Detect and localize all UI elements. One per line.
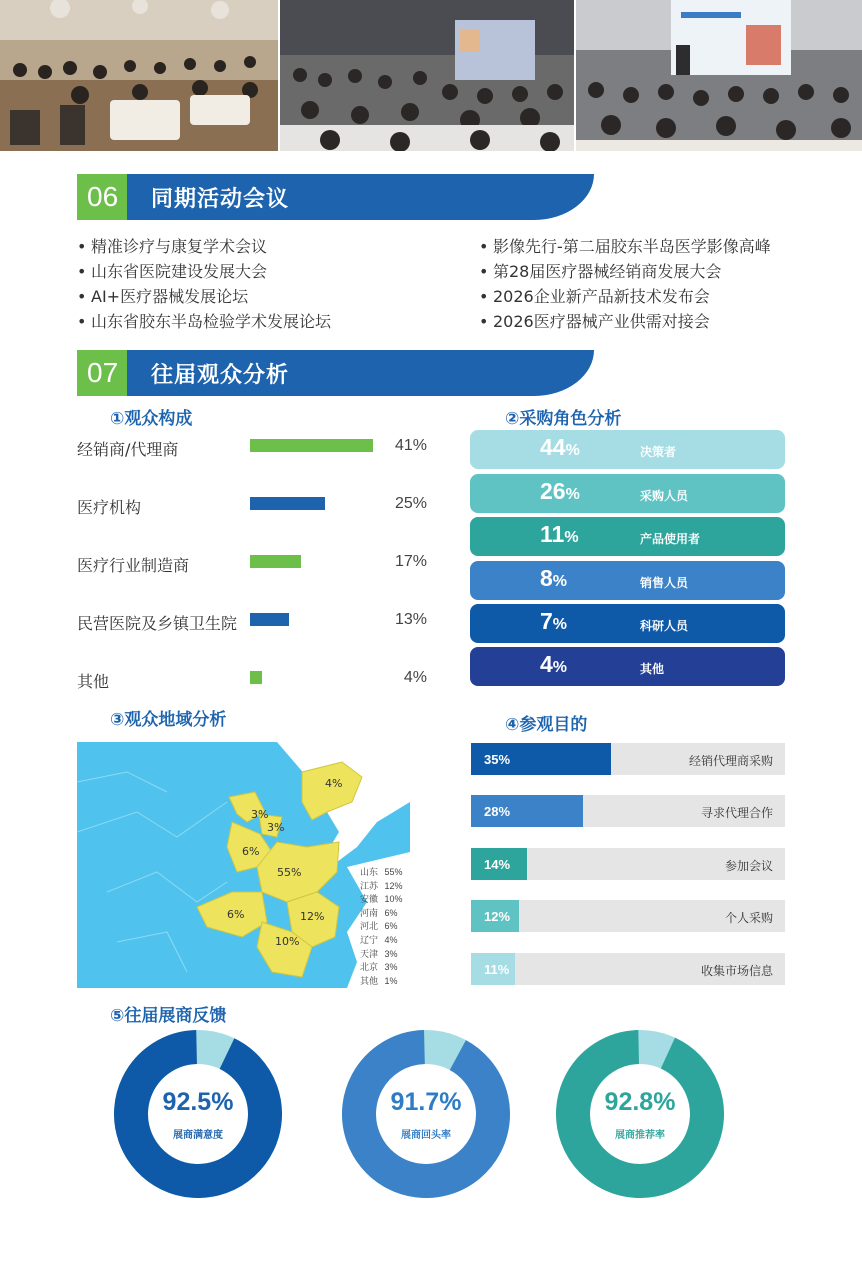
legend-row (360, 907, 403, 921)
role-number: 11 (540, 521, 565, 547)
role-unit: % (564, 529, 579, 546)
donut-value: 91.7% (390, 1088, 462, 1116)
composition-pct: 13% (394, 611, 427, 628)
list-item (479, 259, 721, 282)
feedback-subtitle: ⑤往届展商反馈 (110, 1006, 227, 1026)
legend-row (360, 975, 403, 989)
purpose-pct: 14% (484, 857, 511, 872)
role-unit: % (565, 486, 580, 503)
legend-name: 江苏 (360, 880, 379, 891)
legend-row (360, 934, 403, 948)
legend-name: 山东 (360, 867, 379, 877)
composition-bar (250, 439, 373, 452)
legend-row (360, 880, 403, 894)
event-label: 2026企业新产品新技术发布会 (493, 287, 710, 306)
bullet: • (479, 237, 489, 256)
map-label-henan: 6% (227, 908, 245, 921)
map-label-tianjin: 3% (267, 821, 285, 834)
purpose-row (471, 900, 785, 932)
legend-pct: 12% (384, 880, 403, 891)
purpose-row (471, 743, 785, 775)
bullet: • (479, 262, 489, 281)
legend-name: 天津 (360, 948, 379, 959)
role-number: 8 (540, 565, 553, 591)
composition-label: 医疗行业制造商 (77, 556, 190, 575)
role-name: 销售人员 (640, 576, 689, 590)
conference-photo-3 (576, 0, 862, 151)
legend-pct: 10% (384, 894, 403, 905)
section-06-header (77, 174, 594, 220)
roles-subtitle: ②采购角色分析 (505, 409, 622, 429)
list-item (77, 234, 267, 257)
map-label-hebei: 6% (242, 845, 260, 858)
legend-name: 其他 (360, 975, 379, 986)
role-number: 44 (540, 434, 566, 460)
event-label: AI+医疗器械发展论坛 (91, 287, 249, 306)
donut-return-rate (342, 1030, 510, 1198)
role-card (470, 517, 785, 556)
purpose-pct: 12% (484, 909, 511, 924)
composition-label: 医疗机构 (77, 498, 142, 517)
composition-pct: 17% (394, 553, 427, 570)
event-label: 山东省胶东半岛检验学术发展论坛 (91, 312, 332, 331)
legend-pct: 1% (384, 975, 398, 986)
map-label-jiangsu: 12% (300, 910, 325, 923)
composition-pct: 4% (403, 669, 427, 686)
legend-pct: 4% (384, 934, 398, 945)
conference-photo-1 (0, 0, 278, 151)
role-unit: % (552, 573, 568, 590)
donut-recommend-rate (556, 1030, 724, 1198)
legend-pct: 55% (384, 867, 403, 877)
list-item (479, 309, 710, 332)
legend-pct: 3% (384, 948, 398, 959)
map-label-liaoning: 4% (325, 777, 343, 790)
purpose-pct: 28% (484, 804, 511, 819)
role-number: 4 (540, 651, 553, 677)
role-card (470, 604, 785, 643)
role-pct (540, 521, 579, 548)
legend-row (360, 866, 403, 880)
purpose-pct: 35% (484, 752, 511, 767)
list-item (479, 284, 710, 307)
role-number: 7 (540, 608, 553, 634)
role-pct (540, 608, 567, 635)
donut-caption: 展商满意度 (173, 1130, 223, 1141)
region-legend (360, 866, 403, 988)
event-label: 精准诊疗与康复学术会议 (91, 237, 268, 256)
donut-value: 92.5% (162, 1088, 234, 1116)
role-card (470, 430, 785, 469)
composition-label: 其他 (77, 672, 110, 691)
bullet: • (77, 287, 87, 306)
role-name: 其他 (640, 662, 665, 676)
legend-row (360, 893, 403, 907)
purpose-row (471, 953, 785, 985)
legend-name: 河南 (360, 907, 379, 918)
role-pct (540, 434, 580, 461)
map-label-shandong: 55% (277, 866, 302, 879)
purpose-label: 参加会议 (724, 859, 773, 873)
list-item (77, 309, 331, 332)
donut-value: 92.8% (604, 1088, 676, 1116)
section-07-header (77, 350, 594, 396)
composition-bar (250, 671, 262, 684)
role-card (470, 474, 785, 513)
section-07-number: 07 (77, 350, 139, 396)
composition-label: 经销商/代理商 (77, 440, 179, 459)
role-name: 决策者 (640, 445, 677, 459)
purpose-pct: 11% (484, 962, 510, 977)
role-unit: % (552, 659, 568, 676)
legend-name: 辽宁 (360, 934, 379, 945)
role-card (470, 561, 785, 600)
map-label-anhui: 10% (275, 935, 300, 948)
legend-pct: 6% (384, 907, 398, 918)
role-name: 产品使用者 (640, 532, 701, 546)
purpose-row (471, 795, 785, 827)
purpose-label: 收集市场信息 (700, 964, 773, 978)
purpose-row (471, 848, 785, 880)
bullet: • (479, 312, 489, 331)
conference-photo-2 (280, 0, 574, 151)
bullet: • (77, 262, 87, 281)
list-item (77, 259, 267, 282)
legend-pct: 3% (384, 962, 398, 973)
role-card (470, 647, 785, 686)
composition-bar (250, 497, 325, 510)
legend-name: 河北 (360, 921, 379, 932)
map-label-beijing: 3% (251, 808, 269, 821)
role-unit: % (552, 616, 568, 633)
event-label: 2026医疗器械产业供需对接会 (493, 312, 710, 331)
region-subtitle: ③观众地域分析 (110, 710, 227, 730)
event-label: 山东省医院建设发展大会 (91, 262, 268, 281)
role-number: 26 (540, 478, 566, 504)
legend-row (360, 948, 403, 962)
role-name: 科研人员 (640, 619, 689, 633)
bullet: • (77, 312, 87, 331)
legend-name: 安徽 (360, 894, 379, 905)
role-pct (540, 565, 567, 592)
list-item (479, 234, 771, 257)
donut-caption: 展商推荐率 (615, 1130, 665, 1141)
purpose-label: 个人采购 (724, 911, 773, 925)
donut-satisfaction (114, 1030, 282, 1198)
list-item (77, 284, 248, 307)
section-06-number: 06 (77, 174, 139, 220)
role-unit: % (565, 442, 580, 459)
donut-caption: 展商回头率 (401, 1130, 451, 1141)
composition-pct: 25% (394, 495, 427, 512)
composition-bar (250, 613, 289, 626)
composition-label: 民营医院及乡镇卫生院 (77, 614, 238, 633)
role-pct (540, 651, 567, 678)
purpose-label: 寻求代理合作 (700, 806, 773, 820)
conference-photos (0, 0, 862, 151)
legend-pct: 6% (384, 921, 398, 932)
purpose-label: 经销代理商采购 (688, 754, 773, 768)
legend-name: 北京 (360, 962, 379, 973)
section-07-title: 往届观众分析 (127, 350, 594, 396)
event-label: 影像先行-第二届胶东半岛医学影像高峰 (493, 237, 771, 256)
bullet: • (77, 237, 87, 256)
legend-row (360, 920, 403, 934)
event-label: 第28届医疗器械经销商发展大会 (493, 262, 722, 281)
legend-row (360, 961, 403, 975)
section-06-title: 同期活动会议 (127, 174, 594, 220)
bullet: • (479, 287, 489, 306)
composition-bar (250, 555, 301, 568)
role-pct (540, 478, 580, 505)
composition-subtitle: ①观众构成 (110, 409, 193, 429)
composition-pct: 41% (394, 437, 427, 454)
role-name: 采购人员 (640, 489, 689, 503)
purpose-subtitle: ④参观目的 (505, 715, 588, 735)
